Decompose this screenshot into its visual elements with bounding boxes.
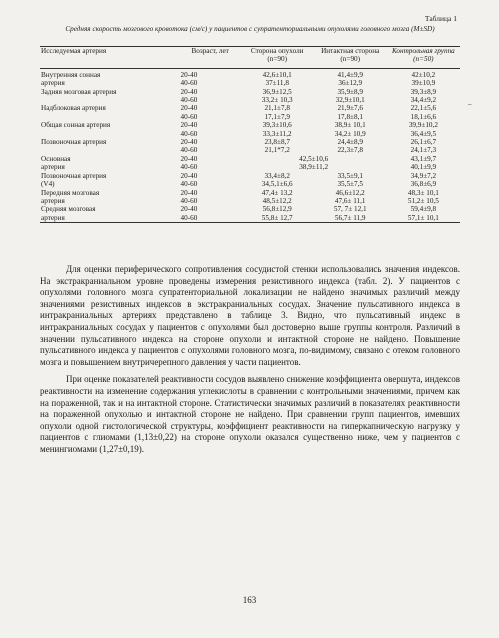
merged-value-cell: 42,5±10,6 [299, 154, 329, 163]
intact-side-cell: 41,4±9,9 [337, 70, 363, 79]
table-row [40, 205, 460, 213]
age-cell: 40-60 [180, 129, 198, 138]
age-cell: 20-40 [180, 87, 198, 96]
control-cell: 36,8±6,9 [410, 180, 437, 189]
page-number: 163 [242, 595, 257, 605]
artery-cell: артерия [41, 196, 65, 205]
artery-cell: Основная [41, 154, 71, 163]
control-cell: 39,9±10,2 [408, 121, 438, 130]
header-control: Контрольная группа (n=50) [391, 47, 455, 64]
control-cell: 39,3±8,9 [410, 87, 437, 96]
header-tumor-side: Сторона опухоли (n=90) [250, 47, 304, 64]
intact-side-cell: 35,9±8,9 [337, 87, 363, 96]
table-row [40, 214, 460, 223]
table-row [40, 68, 460, 79]
control-cell: 34,9±7,2 [410, 171, 437, 180]
control-cell: 34,4±9,2 [410, 96, 437, 105]
tumor-side-cell: 21,1*7,2 [264, 146, 290, 155]
intact-side-cell: 36±12,9 [338, 79, 363, 88]
tumor-side-cell: 33,4±8,2 [264, 171, 290, 180]
intact-side-cell: 33,5±9,1 [337, 171, 363, 180]
intact-side-cell: 17,8±8,1 [337, 112, 363, 121]
artery-cell: Задняя мозговая артерия [41, 87, 117, 96]
artery-cell: артерия [41, 79, 65, 88]
intact-side-cell: 47,6± 11,1 [334, 196, 366, 205]
artery-cell: Общая сонная артерия [41, 121, 111, 130]
control-cell: 48,3± 10,1 [407, 188, 439, 197]
artery-cell: Передняя мозговая [41, 188, 100, 197]
table-row [40, 88, 460, 96]
control-cell: 26,1±6,7 [410, 138, 437, 147]
age-cell: 20-40 [180, 70, 198, 79]
artery-cell [40, 96, 180, 104]
table-row [40, 172, 460, 180]
control-cell: 40,1±9,9 [410, 163, 437, 172]
tumor-side-cell: 33,3±11,2 [262, 129, 292, 138]
control-cell: 22,1±5,6 [410, 104, 437, 113]
artery-cell: (V4) [41, 180, 55, 189]
intact-side-cell: 57, 7± 12,1 [333, 205, 367, 214]
control-cell: 43,1±9,7 [410, 154, 437, 163]
tumor-side-cell: 56,8±12,9 [262, 205, 292, 214]
artery-cell: Внутренняя сонная [41, 70, 101, 79]
intact-side-cell: 21,9±7,6 [337, 104, 363, 113]
header-age: Возраст, лет [191, 47, 229, 55]
control-cell: 18,1±6,6 [410, 112, 437, 121]
table-row [40, 180, 460, 188]
table-label: Таблица 1 [424, 14, 457, 23]
side-mark: – [468, 100, 472, 108]
intact-side-cell: 32,9±10,1 [335, 96, 365, 105]
intact-side-cell: 35,5±7,5 [337, 180, 363, 189]
intact-side-cell: 38,9± 10,1 [334, 121, 366, 130]
age-cell: 40-60 [180, 213, 198, 222]
tumor-side-cell: 36,9±12,5 [262, 87, 292, 96]
artery-cell: Позвоночная артерия [41, 138, 107, 147]
artery-cell: Позвоночная артерия [41, 171, 107, 180]
table-row [40, 138, 460, 146]
control-cell: 57,1± 10,1 [407, 213, 439, 222]
control-cell: 36,4±9,5 [410, 129, 437, 138]
age-cell: 40-60 [180, 96, 198, 105]
intact-side-cell: 22,3±7,8 [337, 146, 363, 155]
header-artery: Исследуемая артерия [41, 47, 107, 55]
age-cell: 20-40 [180, 188, 198, 197]
table-row [40, 104, 460, 112]
artery-cell: Надблоковая артерия [41, 104, 106, 113]
age-cell: 20-40 [180, 154, 198, 163]
tumor-side-cell: 17,1±7,9 [264, 112, 290, 121]
tumor-side-cell: 42,6±10,1 [262, 70, 292, 79]
age-cell: 40-60 [180, 146, 198, 155]
artery-cell: артерия [41, 163, 65, 172]
table-row [40, 113, 460, 121]
data-table [40, 46, 460, 223]
intact-side-cell: 24,4±8,9 [337, 138, 363, 147]
table-header-row [40, 47, 460, 69]
table-row [40, 197, 460, 205]
control-cell: 51,2± 10,5 [407, 196, 439, 205]
control-cell: 39±10,9 [411, 79, 436, 88]
age-cell: 20-40 [180, 121, 198, 130]
table-body [40, 68, 460, 222]
control-cell: 24,1±7,3 [410, 146, 437, 155]
table-row [40, 96, 460, 104]
control-cell: 59,4±9,8 [410, 205, 437, 214]
age-cell: 40-60 [180, 112, 198, 121]
age-cell: 20-40 [180, 171, 198, 180]
table-row [40, 79, 460, 87]
age-cell: 40-60 [180, 180, 198, 189]
control-cell: 42±10,2 [411, 70, 436, 79]
tumor-side-cell: 47,4± 13,2 [261, 188, 293, 197]
artery-cell [40, 130, 180, 138]
intact-side-cell: 56,7± 11,9 [334, 213, 366, 222]
table-row [40, 155, 460, 163]
tumor-side-cell: 23,8±8,7 [264, 138, 290, 147]
age-cell: 20-40 [180, 138, 198, 147]
paragraph: Для оценки периферического сопротивления сосудистой стенки использовались значения индексов. На экстракраниальном уровне проведены измерения резистивного индекса (табл. 2). У пациентов с опухолями головного мозга супратенториальной локализации не найдено значимых различий между значениями резистивных индексов в экстракраниальных сосудах. Значение пульсативного индекса в интракраниальных артериях представлено в таблице 3. Видно, что пульсативный индекс в интракраниальных сосудах у пациентов с опухолями был достоверно выше группы контроля. Различий в значении пульсативного индекса на стороне опухоли и интактной стороне не найдено. Повышение пульсативного индекса у пациентов с опухолями головного мозга, по-видимому, связано с отеком головного мозга и повышением внутричерепного давления у части пациентов. [40, 264, 460, 367]
artery-cell: артерия [41, 213, 65, 222]
body-text [40, 264, 460, 456]
table-caption: Средняя скорость мозгового кровотока (см/с) у пациентов с супратенториальными опухолями головного мозга (M±SD) [65, 25, 435, 33]
tumor-side-cell: 34,5,1±6,6 [261, 180, 293, 189]
paragraph: При оценке показателей реактивности сосудов выявлено снижение коэффициента овершута, индексов реактивности на изменение содержания углекислоты в сравнении с контрольными значениями, причем как на пораженной, так и на интактной стороне. Статистически значимых различий в показателях реактивности на пораженной опухолью и интактной стороне не найдено. При сравнении групп пациентов, имевших опухоли одной гистологической структуры, коэффициент реактивности на гиперкапническую нагрузку у пациентов с глиомами (1,13±0,22) на стороне опухоли оказался существенно ниже, чем у пациентов с менингиомами (1,27±0,19). [40, 374, 460, 454]
age-cell: 20-40 [180, 104, 198, 113]
table-row [40, 121, 460, 129]
tumor-side-cell: 37±11,8 [265, 79, 289, 88]
table-row [40, 163, 460, 171]
artery-cell [40, 113, 180, 121]
table-row [40, 189, 460, 197]
tumor-side-cell: 48,5±12,2 [262, 196, 292, 205]
age-cell: 20-40 [180, 205, 198, 214]
tumor-side-cell: 39,3±10,6 [262, 121, 292, 130]
header-intact-side: Интактная сторона (n=90) [321, 47, 380, 64]
age-cell: 40-60 [180, 196, 198, 205]
artery-cell: Средняя мозговая [41, 205, 96, 214]
tumor-side-cell: 55,8± 12,7 [261, 213, 293, 222]
age-cell: 40-60 [180, 163, 198, 172]
tumor-side-cell: 33,2± 10,3 [261, 96, 293, 105]
table-row [40, 146, 460, 154]
artery-cell [40, 146, 180, 154]
merged-value-cell: 38,9±11,2 [299, 163, 329, 172]
intact-side-cell: 34,2± 10,9 [334, 129, 366, 138]
table-row [40, 130, 460, 138]
intact-side-cell: 46,6±12,2 [335, 188, 365, 197]
tumor-side-cell: 21,1±7,8 [264, 104, 290, 113]
age-cell: 40-60 [180, 79, 198, 88]
